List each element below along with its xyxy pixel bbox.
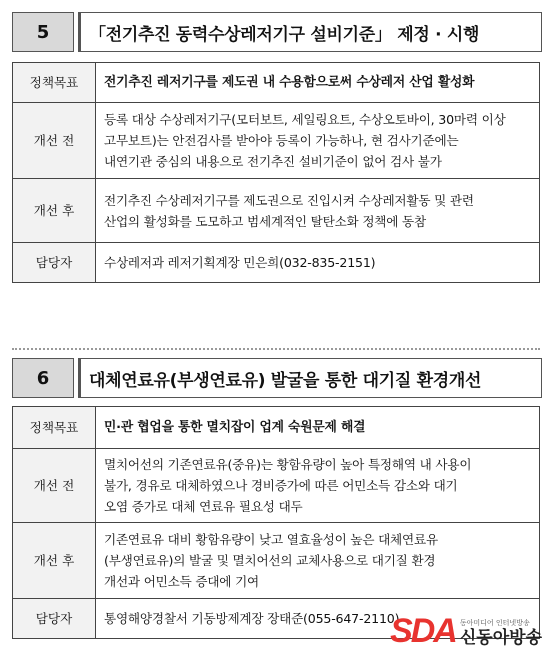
row-label: 개선 전 — [13, 103, 96, 179]
text-line: 개선과 어민소득 증대에 기여 — [104, 574, 259, 589]
text-line: 산업의 활성화를 도모하고 범세계적인 탈탄소화 정책에 동참 — [104, 213, 426, 229]
text-line: 고무보트)는 안전검사를 받아야 등록이 가능하나, 현 검사기준에는 — [104, 133, 459, 148]
row-value — [96, 243, 540, 283]
section-6-header — [12, 358, 542, 398]
section-5-header — [12, 12, 542, 52]
row-value — [96, 407, 540, 449]
row-label: 담당자 — [13, 243, 96, 283]
row-label: 정책목표 — [13, 63, 96, 103]
text-line: 불가, 경유로 대체하였으나 경비증가에 따른 어민소득 감소와 대기 — [104, 478, 458, 493]
policy-table-5 — [12, 62, 540, 283]
table-row — [13, 243, 540, 283]
text-line: 기존연료유 대비 황함유량이 낮고 열효율성이 높은 대체연료유 — [104, 532, 438, 547]
policy-table-6 — [12, 406, 540, 639]
table-row — [13, 449, 540, 523]
table-row — [13, 103, 540, 179]
row-value — [96, 103, 540, 179]
row-value — [96, 523, 540, 599]
watermark-name: 신동아방송 — [459, 628, 542, 648]
row-label: 담당자 — [13, 599, 96, 639]
text-line: 전기추진 레저기구를 제도권 내 수용함으로써 수상레저 산업 활성화 — [104, 75, 475, 90]
row-value — [96, 449, 540, 523]
table-row — [13, 523, 540, 599]
table-row — [13, 63, 540, 103]
section-number: 5 — [12, 12, 74, 52]
text-line: 멸치어선의 기존연료유(중유)는 황함유량이 높아 특정해역 내 사용이 — [104, 457, 472, 472]
broadcaster-watermark — [390, 608, 542, 648]
text-line: 등록 대상 수상레저기구(모터보트, 세일링요트, 수상오토바이, 30마력 이상 — [104, 112, 506, 127]
section-divider — [12, 348, 540, 350]
text-line: 오염 증가로 대체 연료유 필요성 대두 — [104, 499, 303, 514]
table-row — [13, 179, 540, 243]
text-line: 전기추진 수상레저기구를 제도권으로 진입시켜 수상레저활동 및 관련 — [104, 192, 474, 208]
section-title: 대체연료유(부생연료유) 발굴을 통한 대기질 환경개선 — [78, 358, 542, 398]
row-label: 정책목표 — [13, 407, 96, 449]
section-title: 「전기추진 동력수상레저기구 설비기준」 제정 · 시행 — [78, 12, 542, 52]
row-value — [96, 179, 540, 243]
table-row — [13, 407, 540, 449]
section-number: 6 — [12, 358, 74, 398]
text-line: (부생연료유)의 발굴 및 멸치어선의 교체사용으로 대기질 환경 — [104, 553, 436, 568]
text-line: 통영해양경찰서 기동방제계장 장태준(055-647-2110) — [104, 611, 400, 626]
row-label: 개선 후 — [13, 523, 96, 599]
sda-logo: SDA — [390, 612, 456, 650]
text-line: 수상레저과 레저기획계장 민은희(032-835-2151) — [104, 255, 376, 270]
watermark-text — [460, 619, 542, 648]
row-label: 개선 전 — [13, 449, 96, 523]
row-label: 개선 후 — [13, 179, 96, 243]
text-line: 내연기관 중심의 내용으로 전기추진 설비기준이 없어 검사 불가 — [104, 154, 442, 169]
row-value — [96, 63, 540, 103]
text-line: 민·관 협업을 통한 멸치잡이 업계 숙원문제 해결 — [104, 420, 366, 435]
watermark-tagline: 동아미디어 인터넷방송 — [459, 619, 530, 627]
